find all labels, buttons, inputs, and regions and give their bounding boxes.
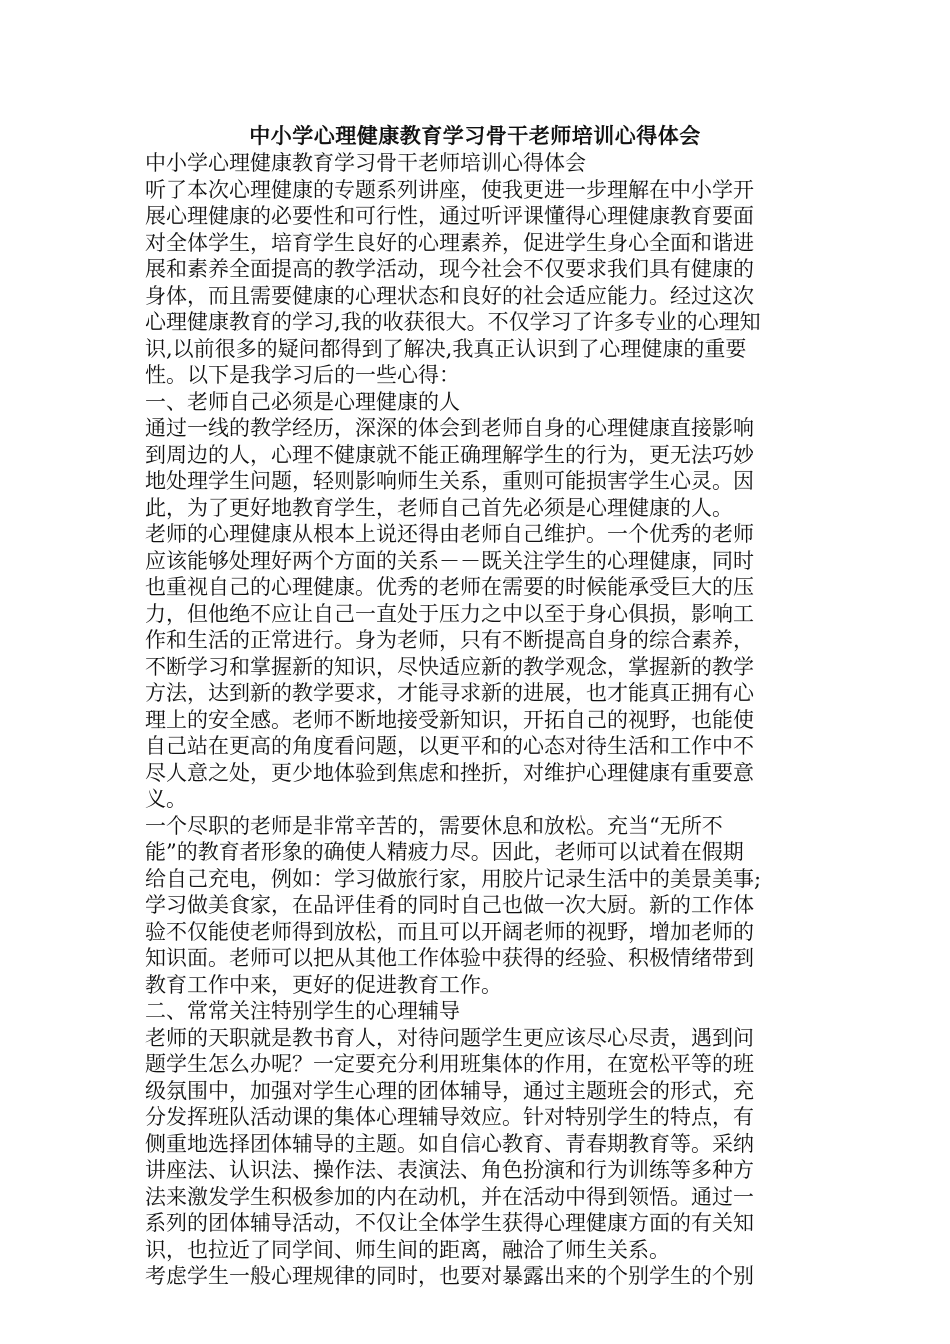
text-line: 二、常常关注特别学生的心理辅导	[145, 999, 460, 1023]
text-line: 性。以下是我学习后的一些心得：	[145, 363, 460, 387]
text-line: 学习做美食家，在品评佳肴的同时自己也做一次大厨。新的工作体	[145, 893, 754, 917]
text-line: 义。	[145, 787, 187, 811]
text-line: 自己站在更高的角度看问题，以更平和的心态对待生活和工作中不	[145, 734, 754, 758]
text-line: 给自己充电，例如：学习做旅行家，用胶片记录生活中的美景美事;	[145, 866, 762, 891]
document-title: 中小学心理健康教育学习骨干老师培训心得体会	[249, 123, 701, 148]
text-line: 法来激发学生积极参加的内在动机，并在活动中得到领悟。通过一	[145, 1184, 754, 1209]
text-line: 展心理健康的必要性和可行性，通过听评课懂得心理健康教育要面	[145, 204, 754, 228]
text-line: 也重视自己的心理健康。优秀的老师在需要的时候能承受巨大的压	[145, 575, 754, 599]
text-line: 识,以前很多的疑问都得到了解决,我真正认识到了心理健康的重要	[145, 336, 747, 361]
text-line: 听了本次心理健康的专题系列讲座，使我更进一步理解在中小学开	[145, 177, 754, 202]
text-line: 地处理学生问题，轻则影响师生关系，重则可能损害学生心灵。因	[145, 469, 754, 493]
text-line: 力，但他绝不应让自己一直处于压力之中以至于身心俱损，影响工	[145, 601, 754, 626]
text-line: 侧重地选择团体辅导的主题。如自信心教育、青春期教育等。采纳	[145, 1131, 754, 1156]
text-line: 对全体学生，培育学生良好的心理素养，促进学生身心全面和谐进	[145, 230, 754, 255]
text-line: 中小学心理健康教育学习骨干老师培训心得体会	[145, 151, 586, 175]
text-line: 尽人意之处，更少地体验到焦虑和挫折，对维护心理健康有重要意	[145, 760, 754, 785]
text-line: 此，为了更好地教育学生，老师自己首先必须是心理健康的人。	[145, 495, 733, 520]
text-line: 知识面。老师可以把从其他工作体验中获得的经验、积极情绪带到	[145, 946, 754, 970]
text-line: 验不仅能使老师得到放松，而且可以开阔老师的视野，增加老师的	[145, 919, 754, 944]
text-line: 题学生怎么办呢？一定要充分利用班集体的作用，在宽松平等的班	[145, 1052, 754, 1076]
text-line: 展和素养全面提高的教学活动，现今社会不仅要求我们具有健康的	[145, 257, 754, 281]
text-line: 理上的安全感。老师不断地接受新知识，开拓自己的视野，也能使	[145, 707, 754, 732]
text-line: 应该能够处理好两个方面的关系－－既关注学生的心理健康，同时	[145, 548, 754, 573]
text-line: 老师的天职就是教书育人，对待问题学生更应该尽心尽责，遇到问	[145, 1025, 754, 1050]
text-line: 方法，达到新的教学要求，才能寻求新的进展，也才能真正拥有心	[145, 681, 754, 705]
text-line: 不断学习和掌握新的知识，尽快适应新的教学观念，掌握新的教学	[145, 654, 754, 679]
text-line: 能”的教育者形象的确使人精疲力尽。因此，老师可以试着在假期	[145, 840, 744, 864]
text-line: 老师的心理健康从根本上说还得由老师自己维护。一个优秀的老师	[145, 522, 754, 546]
text-line: 一、老师自己必须是心理健康的人	[145, 389, 460, 414]
text-line: 作和生活的正常进行。身为老师，只有不断提高自身的综合素养，	[145, 628, 754, 652]
text-line: 通过一线的教学经历，深深的体会到老师自身的心理健康直接影响	[145, 416, 754, 440]
text-line: 考虑学生一般心理规律的同时，也要对暴露出来的个别学生的个别	[145, 1264, 754, 1288]
text-line: 识，也拉近了同学间、师生间的距离，融洽了师生关系。	[145, 1237, 670, 1262]
text-line: 身体，而且需要健康的心理状态和良好的社会适应能力。经过这次	[145, 283, 754, 308]
text-line: 系列的团体辅导活动，不仅让全体学生获得心理健康方面的有关知	[145, 1211, 754, 1235]
text-line: 心理健康教育的学习,我的收获很大。不仅学习了许多专业的心理知	[145, 310, 761, 334]
text-line: 到周边的人，心理不健康就不能正确理解学生的行为，更无法巧妙	[145, 442, 754, 467]
document-body	[145, 150, 805, 1290]
text-line: 教育工作中来，更好的促进教育工作。	[145, 972, 502, 997]
text-line: 级氛围中，加强对学生心理的团体辅导，通过主题班会的形式，充	[145, 1078, 754, 1103]
text-line: 分发挥班队活动课的集体心理辅导效应。针对特别学生的特点，有	[145, 1105, 754, 1129]
document-page	[145, 122, 805, 1290]
text-line: 讲座法、认识法、操作法、表演法、角色扮演和行为训练等多种方	[145, 1158, 754, 1182]
text-line: 一个尽职的老师是非常辛苦的，需要休息和放松。充当“无所不	[145, 813, 723, 838]
